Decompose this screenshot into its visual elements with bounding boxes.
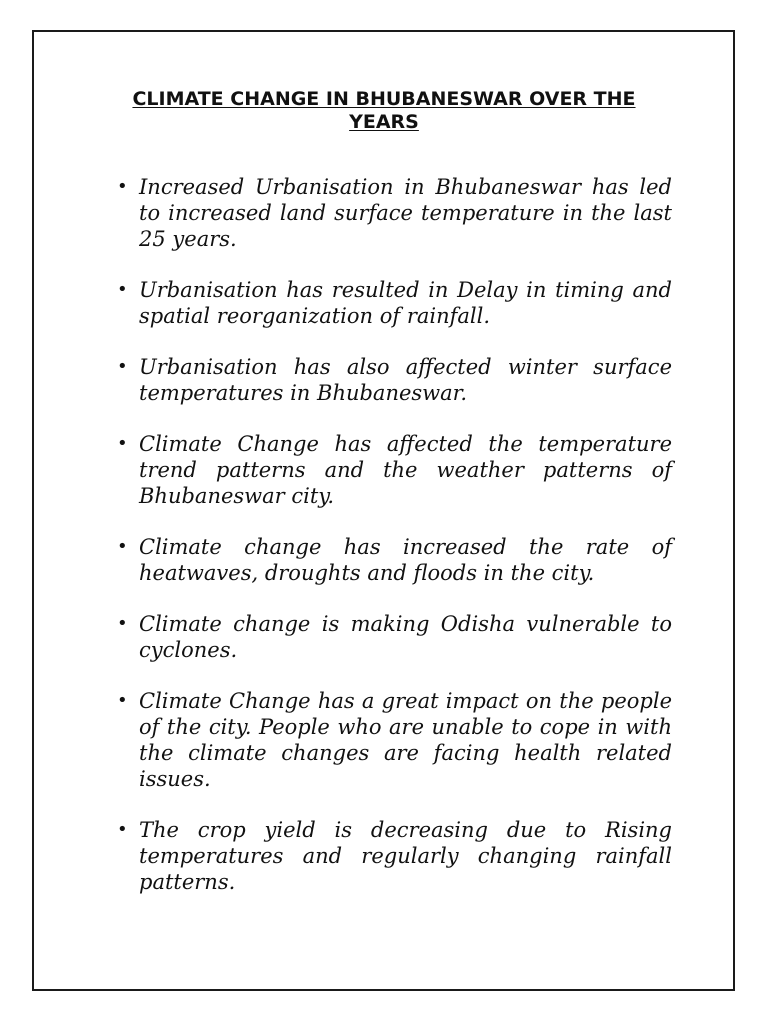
- list-item: [112, 277, 672, 329]
- list-item-text: Climate change is making Odisha vulnerable to cyclones.: [139, 612, 672, 662]
- list-item: [112, 817, 672, 895]
- bullet-icon: •: [117, 279, 128, 300]
- bullet-icon: •: [117, 819, 128, 840]
- list-item-text: Climate Change has a great impact on the people of the city. People who are unable to cope in with the climate changes are facing health related issues.: [139, 689, 672, 791]
- document-title: CLIMATE CHANGE IN BHUBANESWAR OVER THE YEARS: [132, 88, 636, 133]
- list-item-text: Urbanisation has also affected winter surface temperatures in Bhubaneswar.: [139, 355, 672, 405]
- bullet-icon: •: [117, 613, 128, 634]
- list-item-text: Climate Change has affected the temperature trend patterns and the weather patterns of Bhubaneswar city.: [139, 432, 672, 508]
- list-item-text: Climate change has increased the rate of heatwaves, droughts and floods in the city.: [139, 535, 672, 585]
- list-item: [112, 611, 672, 663]
- list-item: [112, 431, 672, 509]
- bullet-icon: •: [117, 536, 128, 557]
- list-item: [112, 354, 672, 406]
- bullet-icon: •: [117, 176, 128, 197]
- list-item-text: Urbanisation has resulted in Delay in timing and spatial reorganization of rainfall.: [139, 278, 672, 328]
- bullet-list: [112, 174, 672, 920]
- list-item-text: Increased Urbanisation in Bhubaneswar has led to increased land surface temperature in the last 25 years.: [139, 175, 672, 251]
- list-item: [112, 534, 672, 586]
- bullet-icon: •: [117, 356, 128, 377]
- bullet-icon: •: [117, 690, 128, 711]
- list-item: [112, 688, 672, 792]
- list-item-text: The crop yield is decreasing due to Rising temperatures and regularly changing rainfall patterns.: [139, 818, 672, 894]
- list-item: [112, 174, 672, 252]
- bullet-icon: •: [117, 433, 128, 454]
